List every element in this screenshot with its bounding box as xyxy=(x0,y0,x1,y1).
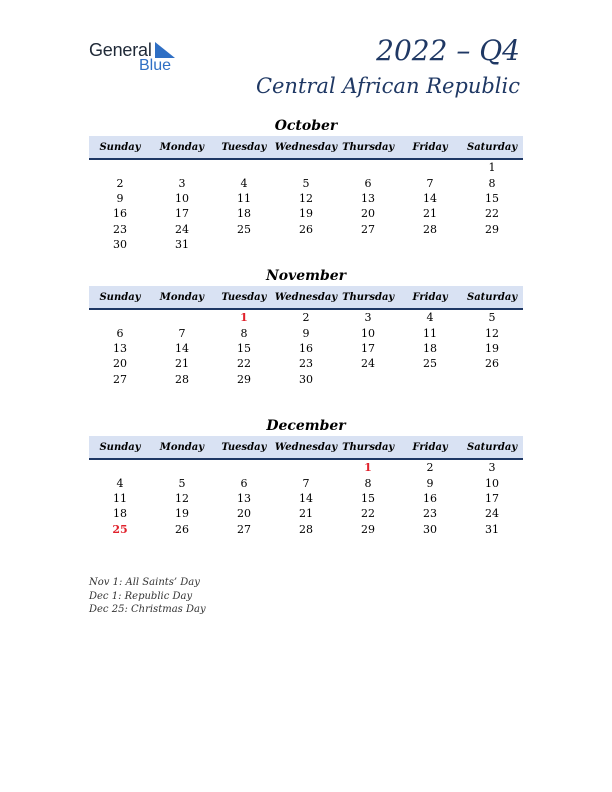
day-cell: 9 xyxy=(302,326,310,340)
day-cell: 4 xyxy=(116,476,124,490)
day-cell: 17 xyxy=(485,491,499,505)
weekday-header xyxy=(89,286,523,310)
day-cell: 19 xyxy=(485,341,499,355)
weekday-label: Sunday xyxy=(99,291,141,303)
holiday-note: Dec 25: Christmas Day xyxy=(89,604,206,615)
week-row xyxy=(89,372,523,387)
day-cell: 19 xyxy=(299,207,313,221)
day-cell: 30 xyxy=(423,522,437,536)
day-cell: 25 xyxy=(237,222,251,236)
holiday-note: Nov 1: All Saints’ Day xyxy=(89,577,200,588)
week-row xyxy=(89,160,523,175)
month-december xyxy=(89,416,523,537)
weekday-label: Friday xyxy=(412,441,448,453)
day-cell: 14 xyxy=(175,341,189,355)
day-cell: 1 xyxy=(364,461,372,475)
page-title: 2022 – Q4 xyxy=(376,34,520,67)
weekday-header xyxy=(89,136,523,160)
day-cell: 7 xyxy=(302,476,310,490)
week-row xyxy=(89,191,523,206)
day-cell: 22 xyxy=(361,507,375,521)
day-cell: 2 xyxy=(426,461,434,475)
day-cell: 24 xyxy=(485,507,499,521)
day-cell: 16 xyxy=(113,207,127,221)
page-subtitle: Central African Republic xyxy=(255,74,520,98)
day-cell: 13 xyxy=(237,491,251,505)
week-row xyxy=(89,460,523,475)
day-cell: 29 xyxy=(361,522,375,536)
weekday-label: Monday xyxy=(159,441,205,453)
weekday-label: Wednesday xyxy=(274,291,338,303)
week-row xyxy=(89,310,523,325)
day-cell: 21 xyxy=(423,207,437,221)
weekday-label: Thursday xyxy=(342,291,395,303)
month-november xyxy=(89,266,523,387)
day-cell: 2 xyxy=(116,176,124,190)
weekday-header xyxy=(89,436,523,460)
day-cell: 21 xyxy=(175,357,189,371)
day-cell: 29 xyxy=(485,222,499,236)
day-cell: 13 xyxy=(361,191,375,205)
weekday-label: Friday xyxy=(412,141,448,153)
day-cell: 11 xyxy=(237,191,251,205)
day-cell: 27 xyxy=(113,372,127,386)
week-row xyxy=(89,475,523,490)
day-cell: 9 xyxy=(426,476,434,490)
day-cell: 3 xyxy=(488,461,496,475)
day-cell: 30 xyxy=(299,372,313,386)
day-cell: 10 xyxy=(361,326,375,340)
day-cell: 13 xyxy=(113,341,127,355)
day-cell: 25 xyxy=(112,522,128,536)
logo-general-text: General xyxy=(89,40,152,60)
day-cell: 29 xyxy=(237,372,251,386)
weekday-label: Tuesday xyxy=(221,291,267,303)
weekday-label: Monday xyxy=(159,291,205,303)
day-cell: 28 xyxy=(175,372,189,386)
day-cell: 28 xyxy=(299,522,313,536)
day-cell: 26 xyxy=(485,357,499,371)
weekday-label: Sunday xyxy=(99,441,141,453)
day-cell: 18 xyxy=(237,207,251,221)
day-cell: 7 xyxy=(178,326,186,340)
week-row xyxy=(89,222,523,237)
weekday-label: Thursday xyxy=(342,441,395,453)
day-cell: 14 xyxy=(423,191,437,205)
week-row xyxy=(89,506,523,521)
weekday-label: Tuesday xyxy=(221,441,267,453)
day-cell: 18 xyxy=(113,507,127,521)
day-cell: 11 xyxy=(113,491,127,505)
weekday-label: Saturday xyxy=(466,291,518,303)
day-cell: 17 xyxy=(361,341,375,355)
day-cell: 3 xyxy=(178,176,186,190)
weekday-label: Sunday xyxy=(99,141,141,153)
day-cell: 3 xyxy=(364,311,372,325)
day-cell: 17 xyxy=(175,207,189,221)
day-cell: 1 xyxy=(240,311,248,325)
day-cell: 4 xyxy=(240,176,248,190)
day-cell: 14 xyxy=(299,491,313,505)
day-cell: 25 xyxy=(423,357,437,371)
weekday-label: Saturday xyxy=(466,441,518,453)
day-cell: 28 xyxy=(423,222,437,236)
month-title: December xyxy=(266,418,346,434)
day-cell: 23 xyxy=(299,357,313,371)
day-cell: 6 xyxy=(240,476,248,490)
day-cell: 22 xyxy=(485,207,499,221)
day-cell: 23 xyxy=(113,222,127,236)
week-row xyxy=(89,325,523,340)
weekday-label: Saturday xyxy=(466,141,518,153)
logo-triangle-icon xyxy=(155,42,175,58)
day-cell: 21 xyxy=(299,507,313,521)
day-cell: 8 xyxy=(364,476,372,490)
day-cell: 15 xyxy=(237,341,251,355)
day-cell: 20 xyxy=(237,507,251,521)
day-cell: 26 xyxy=(175,522,189,536)
holiday-note: Dec 1: Republic Day xyxy=(89,590,193,602)
month-title: October xyxy=(274,118,338,134)
day-cell: 8 xyxy=(240,326,248,340)
day-cell: 4 xyxy=(426,311,434,325)
day-cell: 18 xyxy=(423,341,437,355)
day-cell: 20 xyxy=(113,357,127,371)
day-cell: 5 xyxy=(178,476,186,490)
day-cell: 26 xyxy=(299,222,313,236)
day-cell: 31 xyxy=(485,522,499,536)
month-october xyxy=(89,116,523,252)
day-cell: 12 xyxy=(485,326,499,340)
day-cell: 2 xyxy=(302,311,310,325)
day-cell: 15 xyxy=(485,191,499,205)
day-cell: 1 xyxy=(488,161,496,175)
day-cell: 10 xyxy=(485,476,499,490)
week-row xyxy=(89,356,523,371)
week-row xyxy=(89,491,523,506)
day-cell: 23 xyxy=(423,507,437,521)
week-row xyxy=(89,206,523,221)
day-cell: 12 xyxy=(299,191,313,205)
day-cell: 16 xyxy=(423,491,437,505)
day-cell: 7 xyxy=(426,176,434,190)
logo-blue-text: Blue xyxy=(139,57,172,74)
day-cell: 8 xyxy=(488,176,496,190)
weekday-label: Tuesday xyxy=(221,141,267,153)
day-cell: 12 xyxy=(175,491,189,505)
day-cell: 5 xyxy=(488,311,496,325)
week-row xyxy=(89,175,523,190)
day-cell: 16 xyxy=(299,341,313,355)
day-cell: 30 xyxy=(113,238,127,252)
day-cell: 5 xyxy=(302,176,310,190)
weekday-label: Wednesday xyxy=(274,441,338,453)
week-row xyxy=(89,237,523,252)
week-row xyxy=(89,341,523,356)
day-cell: 10 xyxy=(175,191,189,205)
weekday-label: Monday xyxy=(159,141,205,153)
day-cell: 31 xyxy=(175,238,189,252)
day-cell: 24 xyxy=(175,222,189,236)
day-cell: 9 xyxy=(116,191,124,205)
generalblue-logo xyxy=(89,40,189,76)
day-cell: 27 xyxy=(361,222,375,236)
day-cell: 27 xyxy=(237,522,251,536)
day-cell: 6 xyxy=(364,176,372,190)
weekday-label: Friday xyxy=(412,291,448,303)
day-cell: 15 xyxy=(361,491,375,505)
day-cell: 19 xyxy=(175,507,189,521)
day-cell: 24 xyxy=(361,357,375,371)
week-row xyxy=(89,522,523,537)
day-cell: 6 xyxy=(116,326,124,340)
day-cell: 22 xyxy=(237,357,251,371)
day-cell: 20 xyxy=(361,207,375,221)
weekday-label: Wednesday xyxy=(274,141,338,153)
holiday-notes xyxy=(89,576,206,617)
weekday-label: Thursday xyxy=(342,141,395,153)
month-title: November xyxy=(265,268,347,284)
day-cell: 11 xyxy=(423,326,437,340)
